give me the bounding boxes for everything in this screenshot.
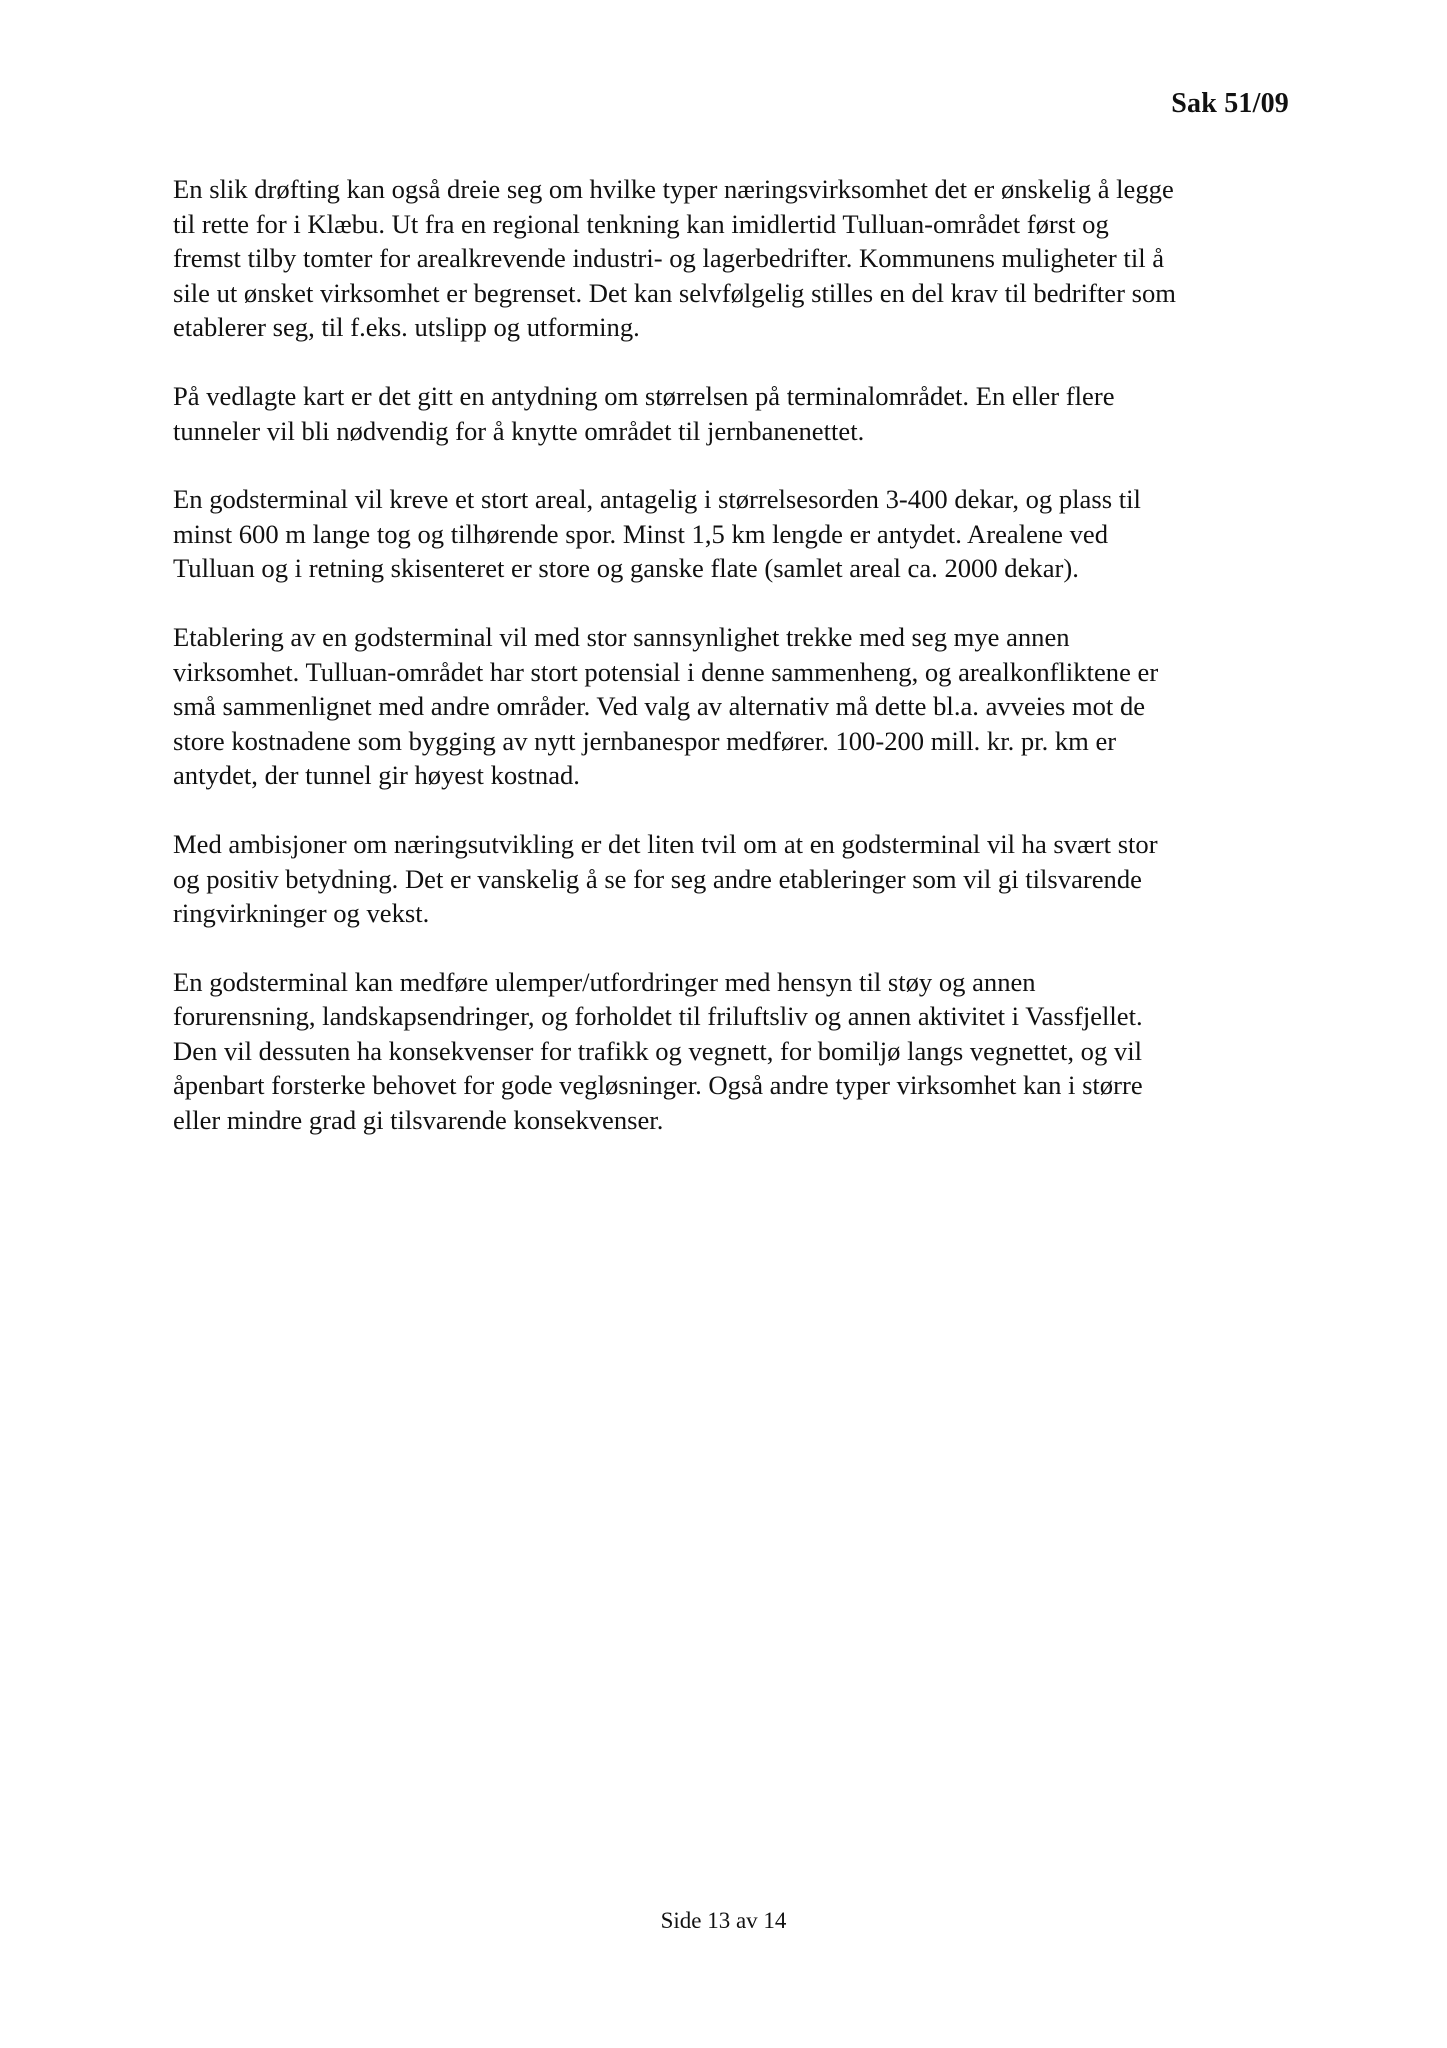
- text-line: antydet, der tunnel gir høyest kostnad.: [173, 760, 580, 791]
- text-line: til rette for i Klæbu. Ut fra en regional tenkning kan imidlertid Tulluan-området først og: [173, 208, 1109, 239]
- text-line: forurensning, landskapsendringer, og forholdet til friluftsliv og annen aktivitet i Vassfjellet.: [173, 1001, 1143, 1032]
- text-line: eller mindre grad gi tilsvarende konsekvenser.: [173, 1105, 664, 1136]
- text-line: Den vil dessuten ha konsekvenser for trafikk og vegnett, for bomiljø langs vegnettet, og vil: [173, 1035, 1142, 1066]
- text-line: tunneler vil bli nødvendig for å knytte området til jernbanenettet.: [173, 415, 865, 446]
- text-line: store kostnadene som bygging av nytt jernbanespor medfører. 100-200 mill. kr. pr. km er: [173, 725, 1117, 756]
- text-line: På vedlagte kart er det gitt en antydning om størrelsen på terminalområdet. En eller flere: [173, 380, 1115, 411]
- text-line: små sammenlignet med andre områder. Ved valg av alternativ må dette bl.a. avveies mot de: [173, 691, 1146, 722]
- text-line: Tulluan og i retning skisenteret er store og ganske flate (samlet areal ca. 2000 dekar).: [173, 553, 1079, 584]
- paragraph-1: [173, 172, 1291, 345]
- paragraph-6: [173, 965, 1291, 1138]
- text-line: minst 600 m lange tog og tilhørende spor. Minst 1,5 km lengde er antydet. Arealene ved: [173, 518, 1109, 549]
- text-line: Med ambisjoner om næringsutvikling er det liten tvil om at en godsterminal vil ha svært stor: [173, 828, 1158, 859]
- paragraph-3: [173, 482, 1291, 586]
- text-line: En godsterminal kan medføre ulemper/utfordringer med hensyn til støy og annen: [173, 966, 1036, 997]
- text-line: fremst tilby tomter for arealkrevende industri- og lagerbedrifter. Kommunens muligheter til å: [173, 243, 1165, 274]
- text-line: En slik drøfting kan også dreie seg om hvilke typer næringsvirksomhet det er ønskelig å legge: [173, 174, 1174, 204]
- text-line: En godsterminal vil kreve et stort areal, antagelig i størrelsesorden 3-400 dekar, og plass til: [173, 484, 1141, 515]
- paragraph-5: [173, 827, 1291, 931]
- text-line: Etablering av en godsterminal vil med stor sannsynlighet trekke med seg mye annen: [173, 621, 1070, 652]
- text-line: åpenbart forsterke behovet for gode vegløsninger. Også andre typer virksomhet kan i større: [173, 1070, 1143, 1101]
- case-reference: Sak 51/09: [1171, 88, 1289, 119]
- paragraph-4: [173, 620, 1291, 793]
- text-line: og positiv betydning. Det er vanskelig å se for seg andre etableringer som vil gi tilsvarende: [173, 863, 1142, 894]
- page-number: Side 13 av 14: [660, 1908, 787, 1933]
- text-line: ringvirkninger og vekst.: [173, 898, 430, 929]
- body-text: [173, 172, 1291, 1172]
- text-line: etablerer seg, til f.eks. utslipp og utforming.: [173, 312, 640, 343]
- text-line: virksomhet. Tulluan-området har stort potensial i denne sammenheng, og arealkonfliktene er: [173, 656, 1159, 687]
- paragraph-2: [173, 379, 1291, 448]
- text-line: sile ut ønsket virksomhet er begrenset. Det kan selvfølgelig stilles en del krav til bedrifter som: [173, 277, 1176, 308]
